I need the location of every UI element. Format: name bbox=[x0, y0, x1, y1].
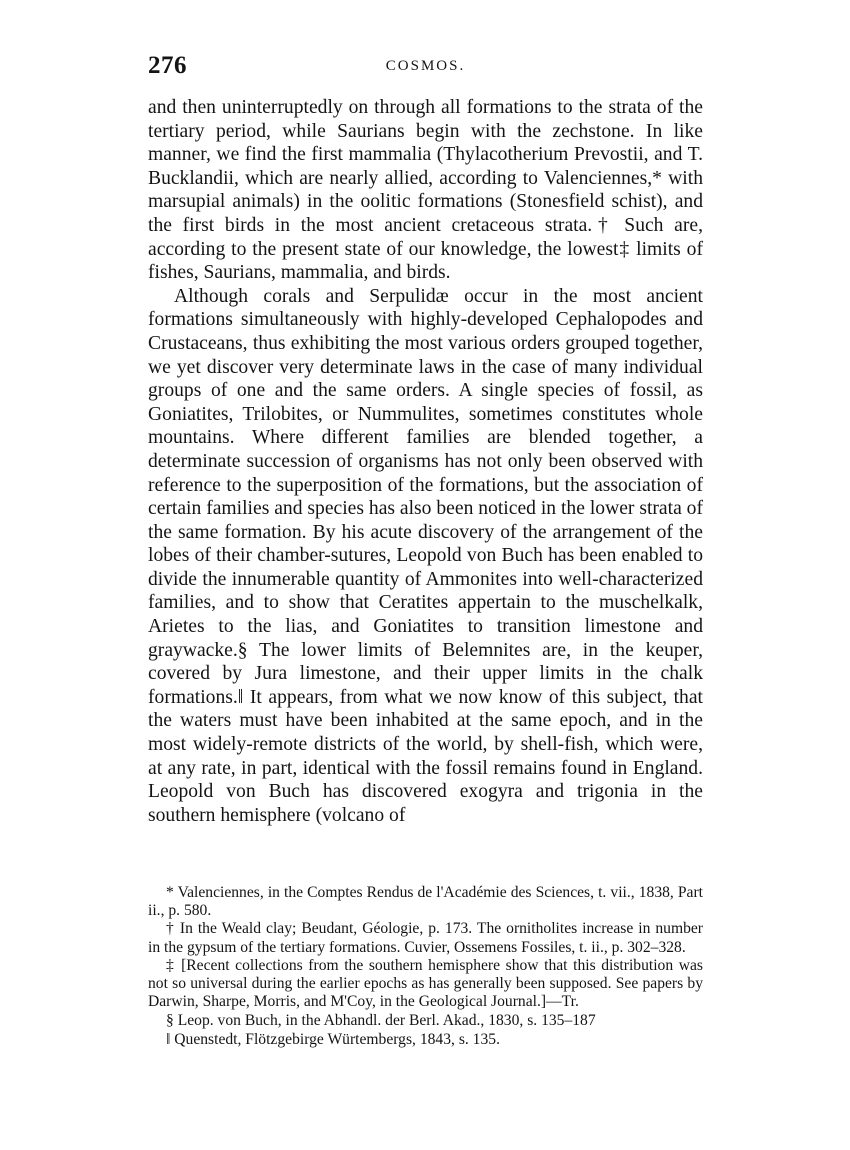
paragraph: and then uninterruptedly on through all formations to the strata of the tertiary period, while Saurians begin with the zechstone. In like manner, we find the first mammalia (Thylacotherium Prevostii, and T. Bucklandii, which are nearly allied, according to Valenciennes,* with marsupial animals) in the oolitic formations (Stonesfield schist), and the first birds in the most ancient cretaceous strata.† Such are, according to the present state of our knowledge, the lowest‡ limits of fishes, Saurians, mammalia, and birds. bbox=[148, 97, 703, 284]
running-head: COSMOS. bbox=[385, 58, 466, 74]
page-number: 276 bbox=[148, 52, 187, 79]
footnotes bbox=[148, 884, 703, 1049]
footnote: ‖ Quenstedt, Flötzgebirge Würtembergs, 1843, s. 135. bbox=[166, 1030, 500, 1048]
paragraph: Although corals and Serpulidæ occur in the most ancient formations simultaneously with highly-developed Cephalopodes and Crustaceans, thus exhibiting the most various orders grouped together, we yet discover very determinate laws in the case of many individual groups of one and the same orders. A single species of fossil, as Goniatites, Trilobites, or Nummulites, sometimes constitutes whole mountains. Where different families are blended together, a determinate succession of organisms has not only been observed with reference to the superposition of the formations, but the association of certain families and species has also been noticed in the lower strata of the same formation. By his acute discovery of the arrangement of the lobes of their chamber-sutures, Leopold von Buch has been enabled to divide the innumerable quantity of Ammonites into well-characterized families, and to show that Ceratites appertain to the muschelkalk, Arietes to the lias, and Goniatites to transition limestone and graywacke.§ The lower limits of Belemnites are, in the keuper, covered by Jura limestone, and their upper limits in the chalk formations.‖ It appears, from what we now know of this subject, that the waters must have been inhabited at the same epoch, and in the most widely-remote districts of the world, by shell-fish, which were, at any rate, in part, identical with the fossil remains found in England. Leopold von Buch has discovered exogyra and trigonia in the southern hemisphere (volcano of bbox=[148, 285, 703, 826]
footnote: * Valenciennes, in the Comptes Rendus de l'Académie des Sciences, t. vii., 1838, Part ii., p. 580. bbox=[148, 884, 703, 920]
footnote: ‡ [Recent collections from the southern hemisphere show that this distribution was not so universal during the earlier epochs as has generally been supposed. See papers by Darwin, Sharpe, Morris, and M'Coy, in the Geological Journal.]—Tr. bbox=[148, 956, 703, 1011]
footnote: † In the Weald clay; Beudant, Géologie, p. 173. The ornitholites increase in number in the gypsum of the tertiary formations. Cuvier, Ossemens Fossiles, t. ii., p. 302–328. bbox=[148, 920, 703, 956]
page-header bbox=[148, 52, 703, 82]
footnote: § Leop. von Buch, in the Abhandl. der Berl. Akad., 1830, s. 135–187 bbox=[166, 1012, 596, 1030]
body-text bbox=[148, 96, 703, 827]
